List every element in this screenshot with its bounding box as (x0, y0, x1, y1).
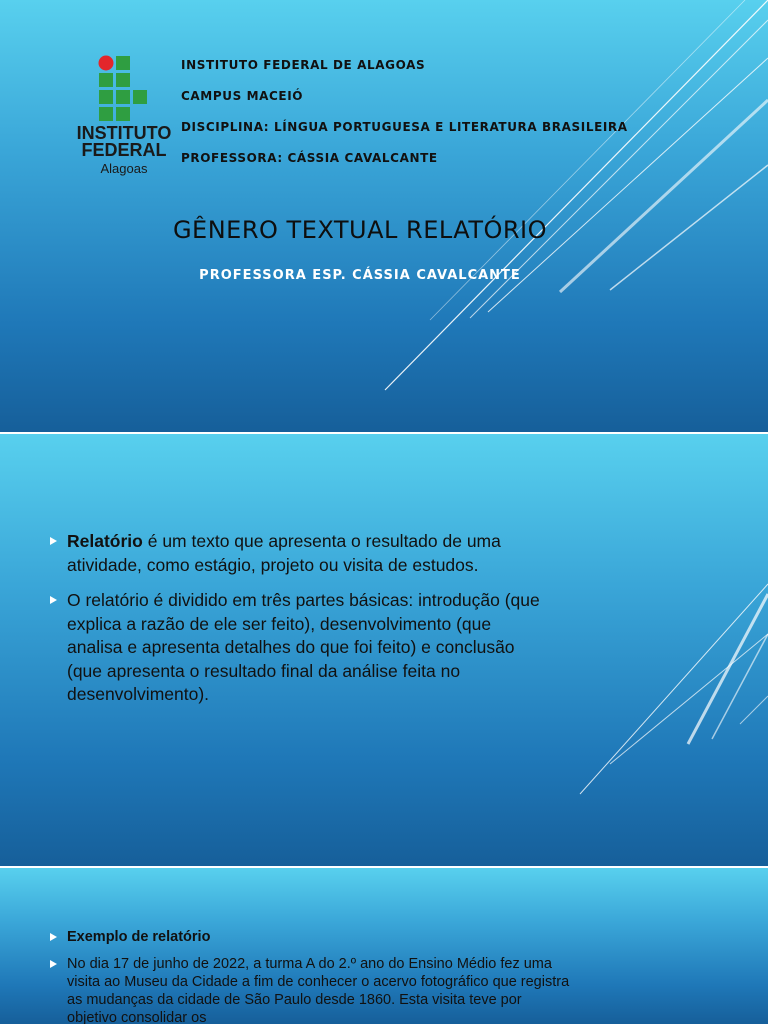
logo-line-instituto: INSTITUTO (76, 123, 172, 143)
bullet-arrow-icon (50, 933, 57, 941)
example-slide (0, 868, 768, 1024)
structure-text: O relatório é dividido em três partes básicas: introdução (que explica a razão de ele ser feito), desenvolvimento (que analisa e apresenta detalhes do que foi feito) e conclusão (que apresenta o resultado final da análise feita no desenvolvimento). (67, 590, 540, 704)
title-slide (0, 0, 768, 432)
bullet-arrow-icon (50, 960, 57, 968)
term-relatorio: Relatório (67, 531, 143, 551)
header-institute: INSTITUTO FEDERAL DE ALAGOAS (181, 58, 426, 72)
example-heading: Exemplo de relatório (67, 929, 211, 945)
header-teacher: PROFESSORA: CÁSSIA CAVALCANTE (181, 151, 438, 165)
list-item (50, 530, 540, 577)
logo-line-federal: FEDERAL (81, 140, 167, 160)
bullet-arrow-icon (50, 596, 57, 604)
header-campus: CAMPUS MACEIÓ (181, 89, 304, 103)
slide-title: GÊNERO TEXTUAL RELATÓRIO (172, 216, 548, 244)
definition-slide (0, 434, 768, 866)
example-text: No dia 17 de junho de 2022, a turma A do 2.º ano do Ensino Médio fez uma visita ao Museu da Cidade a fim de conhecer o acervo fotográfico que registra as mudanças da cidade de São Paulo desde 1860. Esta visita teve por objetivo consolidar os (67, 956, 570, 1024)
logo-text (70, 125, 178, 159)
list-item (50, 955, 570, 1024)
example-list (50, 928, 570, 1024)
header-info (181, 56, 628, 180)
definition-list (50, 530, 540, 719)
logo-line-alagoas: Alagoas (100, 161, 148, 176)
list-item (50, 589, 540, 707)
slide-subtitle: PROFESSORA ESP. CÁSSIA CAVALCANTE (199, 268, 521, 283)
ifal-logo-mark (70, 55, 178, 125)
definition-text: é um texto que apresenta o resultado de uma atividade, como estágio, projeto ou visita de estudos. (67, 531, 501, 575)
bullet-arrow-icon (50, 537, 57, 545)
header-discipline: DISCIPLINA: LÍNGUA PORTUGUESA E LITERATURA BRASILEIRA (181, 120, 628, 134)
list-item (50, 928, 570, 946)
ifal-logo (70, 55, 178, 180)
